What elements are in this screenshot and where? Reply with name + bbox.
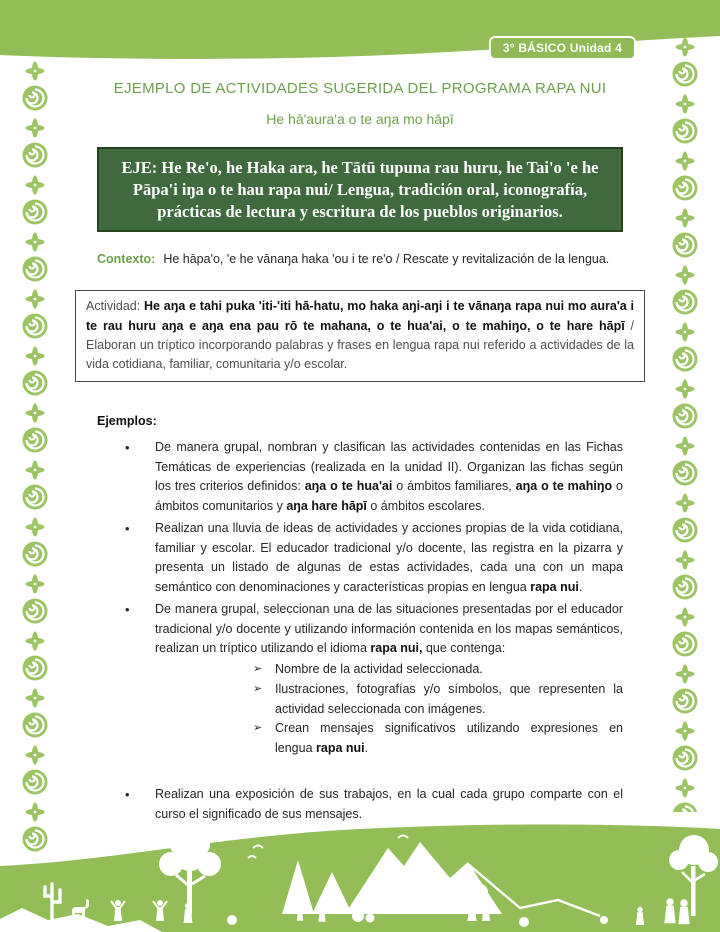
rapanui-term: aŋa hare hāpī	[286, 499, 367, 514]
list-item-text	[155, 438, 623, 517]
landscape-silhouette	[0, 820, 720, 932]
sub-bullet-marker: ➢	[253, 722, 263, 735]
ejemplos-heading: Ejemplos:	[97, 413, 157, 428]
rapanui-term: aŋa o te mahiŋo	[515, 479, 613, 494]
sub-bullet-marker: ➢	[253, 682, 263, 695]
sub-item-text	[275, 680, 623, 720]
actividad-label: Actividad:	[86, 299, 144, 314]
actividad-rapanui-text: He aŋa e tahi puka 'iti-'iti hā-hatu, mo haka aŋi-aŋi i te vānaŋa rapa nui mo aura'a i te rau huru aŋa e aŋa ena pau rō te mahana, o te hua'ai, o te mahiŋo, o te hare hāpī	[86, 299, 634, 333]
unit-badge: 3° BÁSICO Unidad 4	[489, 36, 636, 60]
list-item-text	[155, 785, 623, 825]
text-segment: Nombre de la actividad seleccionada.	[275, 662, 483, 677]
rapanui-term: rapa nui	[316, 741, 365, 756]
text-segment: Realizan una exposición de sus trabajos, en la cual cada grupo comparte con el curso el significado de sus mensajes.	[155, 786, 623, 821]
sub-item-text	[275, 719, 623, 759]
rapanui-term: rapa nui	[530, 580, 579, 595]
contexto-label: Contexto:	[97, 252, 156, 267]
list-item	[125, 519, 623, 598]
eje-banner	[97, 147, 623, 232]
list-item-text	[155, 600, 623, 759]
sub-list-item	[253, 719, 623, 759]
text-segment: o ámbitos comunitarios y	[155, 479, 623, 514]
ejemplos-list	[125, 438, 623, 825]
page-subtitle: He hā'aura'a o te aŋa mo hāpī	[266, 111, 454, 127]
bullet-marker: •	[125, 601, 130, 617]
text-segment: .	[578, 580, 583, 595]
left-koru-border	[20, 58, 50, 860]
contexto-text: He hāpa'o, 'e he vānaŋa haka 'ou i te re'o / Rescate y revitalización de la lengua.	[163, 252, 610, 267]
actividad-box	[75, 290, 645, 382]
rapanui-term: aŋa o te hua'ai	[304, 479, 393, 494]
right-koru-border	[670, 34, 700, 812]
text-segment: Crean mensajes significativos utilizando expresiones en lengua	[275, 721, 623, 756]
text-segment: Ilustraciones, fotografías y/o símbolos, que representen la actividad seleccionada con imágenes.	[275, 681, 623, 716]
list-item	[125, 785, 623, 825]
sub-list	[253, 660, 623, 759]
sub-list-item	[253, 660, 623, 680]
sub-item-text	[275, 660, 623, 680]
rapanui-term: rapa nui,	[370, 641, 423, 656]
eje-text: EJE: He Re'o, he Haka ara, he Tātū tupuna rau huru, he Tai'o 'e he Pāpa'i iŋa o te hau rapa nui/ Lengua, tradición oral, iconografía, prácticas de lectura y escritura de los pueblos originarios.	[121, 158, 599, 221]
text-segment: que contenga:	[422, 641, 506, 656]
content-column	[86, 80, 635, 826]
list-item-text	[155, 519, 623, 598]
text-segment: De manera grupal, nombran y clasifican las actividades contenidas en las Fichas Temáticas de experiencias (realizada en la unidad II). Organizan las fichas según los tres criterios definidos:	[155, 439, 623, 494]
actividad-separator: /	[624, 318, 635, 333]
list-item	[125, 600, 623, 759]
bullet-marker: •	[125, 439, 130, 455]
bullet-marker: •	[125, 786, 130, 802]
sub-list-item	[253, 680, 623, 720]
bullet-marker: •	[125, 520, 130, 536]
actividad-spanish-text: Elaboran un tríptico incorporando palabras y frases en lengua rapa nui referido a actividades de la vida cotidiana, familiar, comunitaria y/o escolar.	[86, 338, 634, 372]
text-segment: De manera grupal, seleccionan una de las situaciones presentadas por el educador tradicional y/o docente y utilizando información contenida en los mapas semánticos, realizan un tríptico utilizando el idioma	[155, 601, 623, 656]
sub-bullet-marker: ➢	[253, 663, 263, 676]
text-segment: o ámbitos escolares.	[366, 499, 486, 514]
list-item	[125, 438, 623, 517]
text-segment: Realizan una lluvia de ideas de actividades y acciones propias de la vida cotidiana, familiar y escolar. El educador tradicional y/o docente, las registra en la pizarra y presenta un listado de algunas de estas actividades, cada una con un mapa semántico con denominaciones y características propias en lengua	[155, 520, 623, 595]
page-title: EJEMPLO DE ACTIVIDADES SUGERIDA DEL PROGRAMA RAPA NUI	[113, 80, 607, 97]
contexto-line	[97, 252, 623, 266]
text-segment: o ámbitos familiares,	[392, 479, 516, 494]
text-segment: .	[364, 741, 369, 756]
